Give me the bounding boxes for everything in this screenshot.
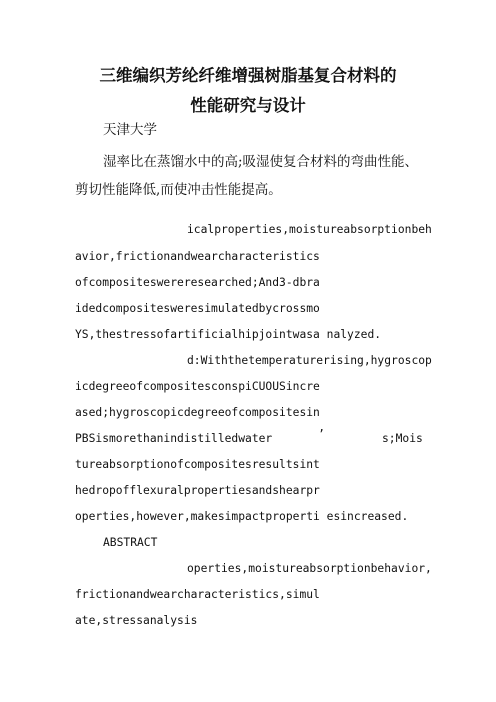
english-text-line: d:Withthetemperaturerising,hygroscop (187, 354, 432, 367)
english-text-line: tureabsorptionofcompositesresultsint (75, 458, 320, 471)
english-text-fragment: s;Mois (382, 432, 423, 445)
summary-line: 湿率比在蒸馏水中的高;吸湿使复合材料的弯曲性能、 (103, 154, 419, 170)
english-text-line: operties,however,makesimpactproperti esincreased. (75, 510, 409, 523)
english-text-line: PBSismorethanindistilledwater (75, 432, 273, 445)
english-text-line: ased;hygroscopicdegreeofcompositesin (75, 406, 320, 419)
abstract-heading: ABSTRACT (103, 536, 158, 549)
english-text-line: idedcompositesweresimulatedbycrossmo (75, 302, 320, 315)
english-text-line: hedropofflexuralpropertiesandshearpr (75, 484, 320, 497)
english-text-line: avior,frictionandwearcharacteristics (75, 250, 320, 263)
english-text-line: ofcompositeswereresearched;And3-dbra (75, 276, 320, 289)
keywords-line: ate,stressanalysis (75, 614, 198, 627)
keywords-line: operties,moistureabsorptionbehavior, (187, 562, 432, 575)
keywords-line: frictionandwearcharacteristics,simul (75, 588, 320, 601)
english-text-line: YS,thestressofartificialhipjointwasa nalyzed. (75, 328, 382, 341)
english-text-line: icalproperties,moistureabsorptionbeh (187, 223, 432, 236)
apostrophe-mark: ’ (318, 428, 325, 441)
english-text-line: icdegreeofcompositesconspiCUOUSincre (75, 380, 320, 393)
summary-line: 剪切性能降低,而使冲击性能提高。 (75, 182, 282, 198)
document-title-line-2: 性能研究与设计 (190, 96, 306, 115)
affiliation: 天津大学 (103, 122, 157, 138)
document-title-line-1: 三维编织芳纶纤维增强树脂基复合材料的 (99, 66, 397, 85)
